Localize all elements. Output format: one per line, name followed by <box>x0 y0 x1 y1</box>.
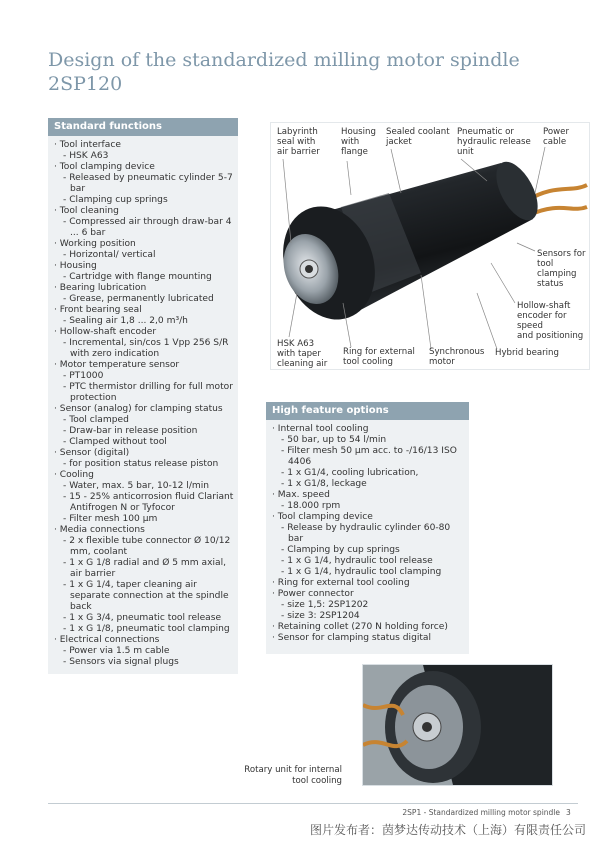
callout-cooling-ring: Ring for external tool cooling <box>343 347 415 367</box>
list-item <box>272 589 465 622</box>
list-subitem: - 1 x G 1/4, hydraulic tool clamping <box>272 567 465 578</box>
callout-clamping-sensors: Sensors for tool clamping status <box>537 249 586 289</box>
list-subitem: - Tool clamped <box>54 415 234 426</box>
list-subitem: - 2 x flexible tube connector Ø 10/12 mm, coolant <box>54 536 234 558</box>
list-item <box>54 635 234 668</box>
callout-synchronous-motor: Synchronous motor <box>429 347 485 367</box>
list-subitem: - 1 x G 1/8, pneumatic tool clamping <box>54 624 234 635</box>
list-subitem: - Incremental, sin/cos 1 Vpp 256 S/R with zero indication <box>54 338 234 360</box>
list-item <box>272 622 465 633</box>
list-subitem: - for position status release piston <box>54 459 234 470</box>
list-item-heading: · Cooling <box>54 470 234 481</box>
callout-hollow-shaft-encoder: Hollow-shaft encoder for speed and positioning <box>517 301 584 341</box>
list-item-heading: · Working position <box>54 239 234 250</box>
high-feature-options-panel <box>266 402 469 654</box>
list-item-heading: · Tool clamping device <box>272 512 465 523</box>
list-subitem: - Clamping cup springs <box>54 195 234 206</box>
list-item-heading: · Media connections <box>54 525 234 536</box>
list-item <box>54 305 234 327</box>
title-line-1: Design of the standardized milling motor spindle <box>48 49 520 71</box>
list-item <box>54 206 234 239</box>
title-line-2: 2SP120 <box>48 73 123 95</box>
list-item-heading: · Tool cleaning <box>54 206 234 217</box>
footer-divider <box>48 803 578 804</box>
publisher-watermark: 图片发布者：茵梦达传动技术（上海）有限责任公司 <box>309 823 586 837</box>
list-item-heading: · Ring for external tool cooling <box>272 578 465 589</box>
list-subitem: - size 1,5: 2SP1202 <box>272 600 465 611</box>
page-number: 3 <box>566 808 571 817</box>
list-item-heading: · Electrical connections <box>54 635 234 646</box>
list-item <box>272 578 465 589</box>
list-subitem: - Clamped without tool <box>54 437 234 448</box>
list-subitem: - 1 x G 1/4, hydraulic tool release <box>272 556 465 567</box>
standard-functions-list <box>48 136 238 668</box>
callout-housing-flange: Housing with flange <box>341 127 376 157</box>
list-subitem: - 1 x G 1/4, taper cleaning air separate connection at the spindle back <box>54 580 234 613</box>
list-subitem: - PTC thermistor drilling for full motor protection <box>54 382 234 404</box>
list-subitem: - Compressed air through draw-bar 4 ... 6 bar <box>54 217 234 239</box>
list-subitem: - Filter mesh 50 µm acc. to -/16/13 ISO 4406 <box>272 446 465 468</box>
callout-power-cable: Power cable <box>543 127 569 147</box>
list-item <box>54 283 234 305</box>
standard-functions-header: Standard functions <box>48 118 238 136</box>
list-item <box>54 239 234 261</box>
list-subitem: - PT1000 <box>54 371 234 382</box>
callout-hybrid-bearing: Hybrid bearing <box>495 348 559 358</box>
list-subitem: - 1 x G1/8, leckage <box>272 479 465 490</box>
list-subitem: - 1 x G 3/4, pneumatic tool release <box>54 613 234 624</box>
list-item <box>54 470 234 525</box>
high-feature-options-header: High feature options <box>266 402 469 420</box>
list-item <box>54 404 234 448</box>
list-item-heading: · Retaining collet (270 N holding force) <box>272 622 465 633</box>
list-subitem: - Filter mesh 100 µm <box>54 514 234 525</box>
list-item <box>54 162 234 206</box>
list-subitem: - Clamping by cup springs <box>272 545 465 556</box>
list-item <box>54 140 234 162</box>
list-item-heading: · Sensor (analog) for clamping status <box>54 404 234 415</box>
list-item <box>272 633 465 644</box>
list-subitem: - 15 - 25% anticorrosion fluid Clariant Antifrogen N or Tyfocor <box>54 492 234 514</box>
list-subitem: - Sealing air 1,8 ... 2,0 m³/h <box>54 316 234 327</box>
callout-sealed-coolant-jacket: Sealed coolant jacket <box>386 127 450 147</box>
list-subitem: - Released by pneumatic cylinder 5-7 bar <box>54 173 234 195</box>
list-subitem: - HSK A63 <box>54 151 234 162</box>
list-subitem: - Grease, permanently lubricated <box>54 294 234 305</box>
list-item-heading: · Sensor for clamping status digital <box>272 633 465 644</box>
list-item-heading: · Tool clamping device <box>54 162 234 173</box>
list-item-heading: · Tool interface <box>54 140 234 151</box>
list-item-heading: · Motor temperature sensor <box>54 360 234 371</box>
callout-labyrinth-seal: Labyrinth seal with air barrier <box>277 127 320 157</box>
list-subitem: - Release by hydraulic cylinder 60-80 bar <box>272 523 465 545</box>
list-subitem: - Power via 1.5 m cable <box>54 646 234 657</box>
list-item <box>272 424 465 490</box>
list-item <box>272 490 465 512</box>
list-item <box>54 327 234 360</box>
list-subitem: - 50 bar, up to 54 l/min <box>272 435 465 446</box>
list-item-heading: · Power connector <box>272 589 465 600</box>
list-subitem: - Horizontal/ vertical <box>54 250 234 261</box>
page-title <box>48 48 568 96</box>
list-subitem: - size 3: 2SP1204 <box>272 611 465 622</box>
list-subitem: - Cartridge with flange mounting <box>54 272 234 283</box>
rotary-unit-caption: Rotary unit for internal tool cooling <box>244 765 342 786</box>
list-item-heading: · Front bearing seal <box>54 305 234 316</box>
list-subitem: - Draw-bar in release position <box>54 426 234 437</box>
rotary-unit-illustration <box>363 665 552 785</box>
list-subitem: - 1 x G 1/8 radial and Ø 5 mm axial, air barrier <box>54 558 234 580</box>
list-subitem: - 1 x G1/4, cooling lubrication, <box>272 468 465 479</box>
list-item <box>54 525 234 635</box>
list-item <box>54 360 234 404</box>
standard-functions-panel <box>48 118 238 674</box>
list-item <box>54 448 234 470</box>
list-subitem: - 18.000 rpm <box>272 501 465 512</box>
list-item-heading: · Housing <box>54 261 234 272</box>
list-subitem: - Water, max. 5 bar, 10-12 l/min <box>54 481 234 492</box>
list-item-heading: · Max. speed <box>272 490 465 501</box>
list-item-heading: · Hollow-shaft encoder <box>54 327 234 338</box>
high-feature-options-list <box>266 420 469 644</box>
list-item-heading: · Sensor (digital) <box>54 448 234 459</box>
callout-hsk-a63: HSK A63 with taper cleaning air <box>277 339 328 369</box>
spindle-diagram <box>270 122 590 370</box>
list-item <box>272 512 465 578</box>
rotary-unit-photo <box>362 664 553 786</box>
list-subitem: - Sensors via signal plugs <box>54 657 234 668</box>
callout-release-unit: Pneumatic or hydraulic release unit <box>457 127 531 157</box>
footer-text: 2SP1 - Standardized milling motor spindle <box>402 808 560 817</box>
list-item-heading: · Bearing lubrication <box>54 283 234 294</box>
list-item-heading: · Internal tool cooling <box>272 424 465 435</box>
list-item <box>54 261 234 283</box>
